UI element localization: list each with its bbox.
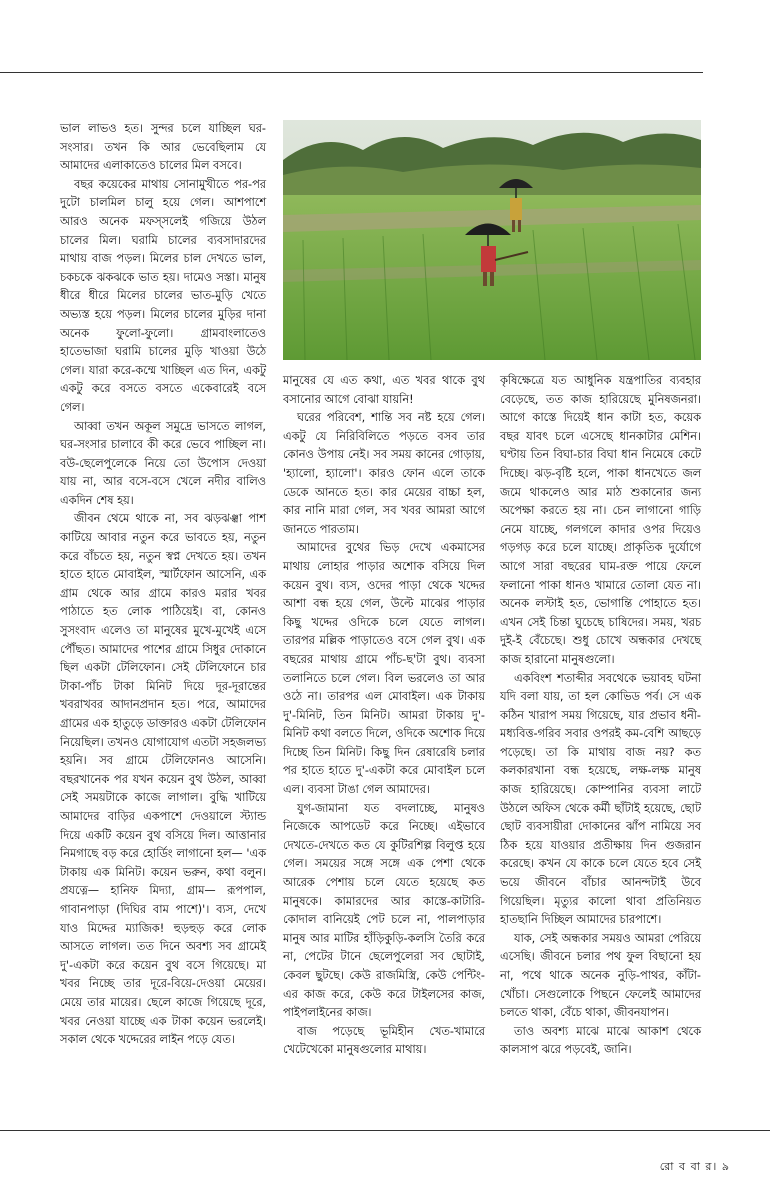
paragraph: ঘরের পরিবেশ, শান্তি সব নষ্ট হয়ে গেল। একটু যে নিরিবিলিতে পড়তে বসব তার কোনও উপায় নেই। সব সময় কানের গোড়ায়, 'হ্যালো, হ্যালো'। কারও ফোন এলে তাকে ডেকে আনতে হত। কার মেয়ের বাচ্চা হল, কার নানি মারা গেল, সব খবর আমরা আগে জানতে পারতাম। xyxy=(283,411,485,536)
paragraph: কৃষিক্ষেত্রে যত আধুনিক যন্ত্রপাতির ব্যবহার বেড়েছে, তত কাজ হারিয়েছে মুনিষজনরা। আগে কাস্তে দিয়েই ধান কাটা হত, কয়েক বছর যাবৎ চলে এসেছে ধানকাটার মেশিন। ঘণ্টায় তিন বিঘা-চার বিঘা ধান নিমেষে কেটে দিচ্ছে। ঝড়-বৃষ্টি হলে, পাকা ধানখেতে জল জমে থাকলেও আর মাঠ শুকানোর জন্য অপেক্ষা করতে হয় না। চেন লাগানো গাড়ি নেমে যাচ্ছে, গলগলে কাদার ওপর দিয়েও গড়গড় করে চলে যাচ্ছে। প্রাকৃতিক দুর্যোগে আগে সারা বছরের ঘাম-রক্ত পায়ে ফেলে ফলানো পাকা ধানও খামারে তোলা যেত না। অনেক লস্টাই হত, ভোগান্তি পোহাতে হত। এখন সেই চিন্তা ঘুচেছে চাষিদের। সময়, খরচ দুই-ই বেঁচেছে। শুধু চোখে অন্ধকার দেখছে কাজ হারানো মানুষগুলো। xyxy=(500,374,701,666)
farmers-with-umbrellas-illustration xyxy=(283,120,701,360)
article-column-3 xyxy=(500,372,701,1120)
paragraph: জীবন থেমে থাকে না, সব ঝড়ঝঞ্ঝা পাশ কাটিয়ে আবার নতুন করে ভাবতে হয়, নতুন করে বাঁচতে হয়, নতুন স্বপ্ন দেখতে হয়। তখন হাতে হাতে মোবাইল, স্মার্টফোন আসেনি, এক গ্রাম থেকে আর গ্রামে কারও মরার খবর পাঠাতে হত লোক পাঠিয়েই। বা, কোনও সুসংবাদ এলেও তা মানুষের মুখে-মুখেই এসে পৌঁছত। আমাদের পাশের গ্রামে সিধুর দোকানে ছিল একটা টেলিফোন। সেই টেলিফোনে চার টাকা-পাঁচ টাকা মিনিট দিয়ে দূর-দূরান্তের খবরাখবর আদানপ্রদান হত। পরে, আমাদের গ্রামের এক হাতুড়ে ডাক্তারও একটা টেলিফোন নিয়েছিল। তখনও যোগাযোগ এতটা সহজলভ্য হয়নি। সব গ্রামে টেলিফোনও আসেনি। বছরখানেক পর যখন কয়েন বুথ উঠল, আব্বা সেই সময়টাকে কাজে লাগাল। বুদ্ধি খাটিয়ে আমাদের বাড়ির একপাশে দেওয়ালে স্ট্যান্ড দিয়ে একটি কয়েন বুথ বসিয়ে দিল। আত্তানার নিমগাছে বড় করে হোর্ডিং লাগানো হল— 'এক টাকায় এক মিনিট। কয়েন ভরুন, কথা বলুন। প্রযত্নে— হানিফ মিদ্যা, গ্রাম— রূপপাল, গাবানপাড়া (দিঘির বাম পাশে)'। ব্যস, দেখে যাও মিদ্দের ম্যাজিক! হুড়হুড় করে লোক আসতে লাগল। তত দিনে অবশ্য সব গ্রামেই দু'-একটা করে কয়েন বুথ বসে গিয়েছে। মা খবর নিচ্ছে তার দূরে-বিয়ে-দেওয়া মেয়ের। মেয়ে তার মায়ের। ছেলে কাজে গিয়েছে দূরে, খবর নেওয়া যাচ্ছে এক টাকা কয়েন ভরলেই। সকাল থেকে খদ্দেরের লাইন পড়ে যেত। xyxy=(60,512,266,1047)
paragraph: আমাদের বুথের ভিড় দেখে একমাসের মাথায় লোহার পাড়ার অশোক বসিয়ে দিল কয়েন বুথ। ব্যস, ওদের পাড়া থেকে খদ্দের আশা বন্ধ হয়ে গেল, উল্টে মাঝের পাড়ার কিছু খদ্দের ওদিকে চলে যেতে লাগল। তারপর মল্লিক পাড়াতেও বসে গেল বুথ। এক বছরের মাথায় গ্রামে পাঁচ-ছ'টা বুথ। ব্যবসা তলানিতে চলে গেল। বিল ভরলেও তা আর ওঠে না। তারপর এল মোবাইল। এক টাকায় দু'-মিনিট, তিন মিনিট। আমরা টাকায় দু'-মিনিট কথা বলতে দিলে, ওদিকে অশোক দিয়ে দিচ্ছে তিন মিনিট। কিছু দিন রেষারেষি চলার পর হাতে হাতে দু'-একটা করে মোবাইল চলে এল। ব্যবসা টাঙা গেল আমাদের। xyxy=(283,541,485,797)
paragraph: একবিংশ শতাব্দীর সবথেকে ভয়াবহ ঘটনা যদি বলা যায়, তা হল কোভিড পর্ব। সে এক কঠিন খারাপ সময় গিয়েছে, যার প্রভাব ধনী-মধ্যবিত্ত-গরিব সবার ওপরই কম-বেশি আছড়ে পড়েছে। তা কি মাথায় বাজ নয়? কত কলকারখানা বন্ধ হয়েছে, লক্ষ-লক্ষ মানুষ কাজ হারিয়েছে। কোম্পানির ব্যবসা লাটে উঠলে অফিস থেকে কর্মী ছাঁটাই হয়েছে, ছোট ছোট ব্যবসায়ীরা দোকানের ঝাঁপ নামিয়ে সব ঠিক হয়ে যাওয়ার প্রতীক্ষায় দিন গুজরান করেছে। কখন যে কাকে চলে যেতে হবে সেই ভয়ে জীবনে বাঁচার আনন্দটাই উবে গিয়েছিল। মৃত্যুর কালো থাবা প্রতিনিয়ত হাতছানি দিচ্ছিল আমাদের চারপাশে। xyxy=(500,671,701,927)
paragraph: বাজ পড়েছে ভূমিহীন খেত-খামারে খেটেখেকো মানুষগুলোর মাথায়। xyxy=(283,1024,485,1057)
paragraph: মানুষের যে এত কথা, এত খবর থাকে বুথ বসানোর আগে বোঝা যায়নি! xyxy=(283,374,485,406)
paragraph: যাক, সেই অন্ধকার সময়ও আমরা পেরিয়ে এসেছি। জীবনে চলার পথ ফুল বিছানো হয় না, পথে থাকে অনেক নুড়ি-পাথর, কাঁটা-খোঁচা। সেগুলোকে পিছনে ফেলেই আমাদের চলতে থাকা, বেঁচে থাকা, জীবনযাপন। xyxy=(500,931,701,1020)
paragraph: বছর কয়েকের মাথায় সোনামুখীতে পর-পর দুটো চালমিল চালু হয়ে গেল। আশপাশে আরও অনেক মফস্সলেই গজিয়ে উঠল চালের মিল। ঘরামি চালের ব্যবসাদারদের মাথায় বাজ পড়ল। মিলের চাল দেখতে ভাল, চকচকে ঝকঝকে ভাত হয়। দামেও সস্তা। মানুষ ধীরে ধীরে মিলের চালের ভাত-মুড়ি খেতে অভ্যস্ত হয়ে পড়ল। মিলের চালের মুড়ির দানা অনেক ফুলো-ফুলো। গ্রামবাংলাতেও হাতেভাজা ঘরামি চালের মুড়ি খাওয়া উঠে গেল। যারা করে-কম্মে খাচ্ছিল এত দিন, একটু একটু করে বসতে বসতে একেবারেই বসে গেল। xyxy=(60,177,266,414)
article-column-2 xyxy=(283,372,485,1120)
paragraph: যুগ-জামানা যত বদলাচ্ছে, মানুষও নিজেকে আপডেট করে নিচ্ছে। এইভাবে দেখতে-দেখতে কত যে কুটিরশিল্প বিলুপ্ত হয়ে গেল। সময়ের সঙ্গে সঙ্গে এক পেশা থেকে আরেক পেশায় চলে যেতে হয়েছে কত মানুষকে। কামারদের আর কাস্তে-কাটারি-কোদাল বানিয়েই পেট চলে না, পালপাড়ার মানুষ আর মাটির হাঁড়িকুড়ি-কলসি তৈরি করে না, পেটের টানে ছেলেপুলেরা সব ছোটাই, কেবল ছুটছে। কেউ রাজমিস্ত্রি, কেউ পেন্টিং-এর কাজ করে, কেউ করে টাইলসের কাজ, পাইপলাইনের কাজ। xyxy=(283,801,485,1020)
paragraph: আব্বা তখন অকূল সমুদ্রে ভাসতে লাগল, ঘর-সংসার চালাবে কী করে ভেবে পাচ্ছিল না। বউ-ছেলেপুলেকে নিয়ে তো উপোস দেওয়া যায় না, আর বসে-বসে খেলে নদীর বালিও একদিন শেষ হয়। xyxy=(60,419,266,507)
footer-rule xyxy=(0,1130,770,1131)
paragraph: ভাল লাভও হত। সুন্দর চলে যাচ্ছিল ঘর-সংসার। তখন কি আর ভেবেছিলাম যে আমাদের এলাকাতেও চালের মিল বসবে। xyxy=(60,122,266,173)
paddy-field-photo xyxy=(283,120,701,360)
article-column-1 xyxy=(60,120,266,1120)
header-rule xyxy=(0,72,703,73)
page-footer: রো ব বা র। ৯ xyxy=(659,1160,730,1173)
paragraph: তাও অবশ্য মাঝে মাঝে আকাশ থেকে কালসাপ ঝরে পড়বেই, জানি। xyxy=(500,1024,701,1057)
